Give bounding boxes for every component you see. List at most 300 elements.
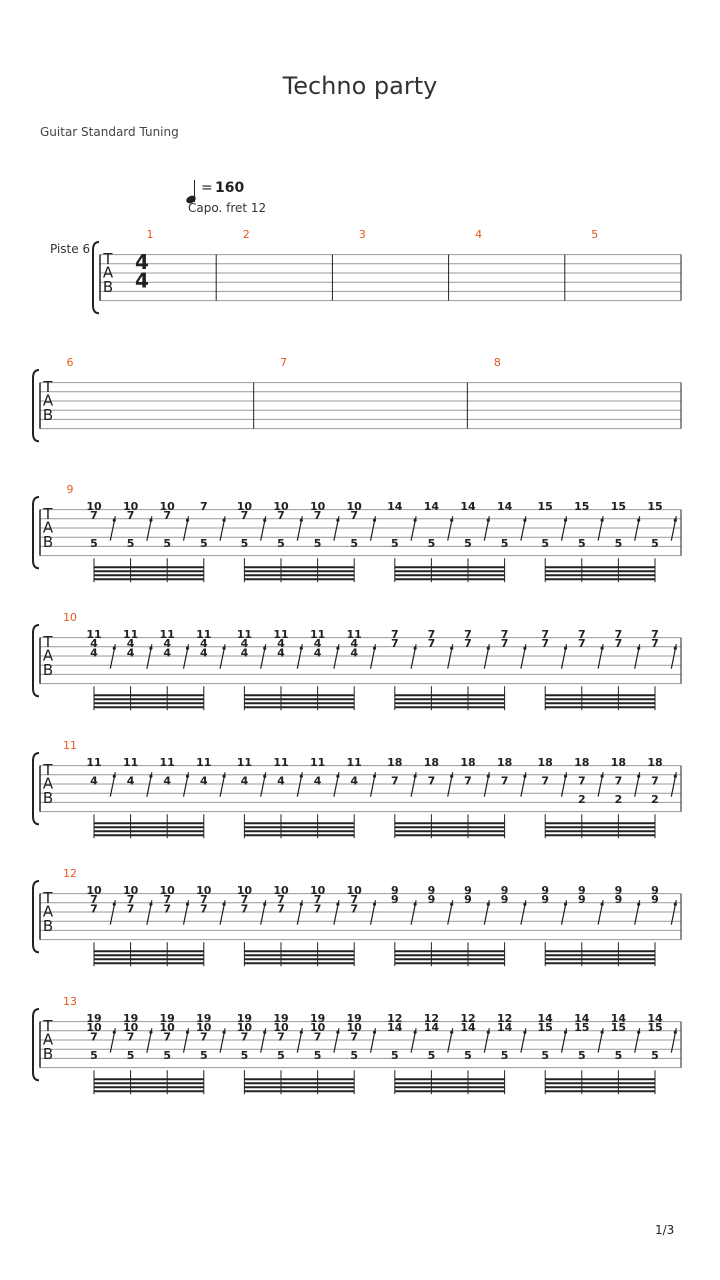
fret-number: 18 <box>387 756 403 769</box>
rest-dot-icon <box>113 647 116 650</box>
fret-number: 11 <box>273 628 289 641</box>
rest-dot-icon <box>523 519 526 522</box>
fret-number: 15 <box>537 1021 553 1035</box>
fret-number: 7 <box>126 1030 135 1044</box>
rest-dot-icon <box>414 1031 417 1034</box>
fret-number: 19 <box>309 1012 326 1025</box>
fret-number: 12 <box>496 1012 513 1025</box>
rest-dot-icon <box>674 1031 677 1034</box>
fret-number: 11 <box>346 628 362 641</box>
time-signature-top: 4 <box>135 250 149 275</box>
system-bracket <box>33 1009 39 1080</box>
system-bracket <box>33 497 39 568</box>
rest-dot-icon <box>223 1031 226 1034</box>
fret-number: 7 <box>500 774 509 788</box>
fret-number: 10 <box>86 884 102 897</box>
fret-number: 14 <box>610 1012 627 1025</box>
fret-number: 14 <box>574 1012 590 1025</box>
fret-number: 7 <box>163 893 172 907</box>
rest-dot-icon <box>336 903 339 906</box>
tempo-equals: = <box>201 180 213 196</box>
rest-dot-icon <box>674 903 677 906</box>
fret-number: 7 <box>313 893 322 907</box>
fret-number: 4 <box>199 646 208 660</box>
fret-number: 7 <box>614 628 623 641</box>
rest-dot-icon <box>601 903 604 906</box>
fret-number: 7 <box>313 509 322 523</box>
fret-number: 7 <box>313 902 322 916</box>
fret-number: 5 <box>464 1048 472 1062</box>
fret-number: 12 <box>387 1012 403 1025</box>
fret-number: 7 <box>199 500 208 513</box>
fret-number: 10 <box>122 1021 139 1035</box>
tab-clef-letter: B <box>42 660 54 679</box>
rest-dot-icon <box>414 647 417 650</box>
fret-number: 5 <box>500 536 509 550</box>
fret-number: 18 <box>423 756 440 769</box>
tab-clef-letter: A <box>42 902 54 921</box>
rest-dot-icon <box>373 903 376 906</box>
measure-number: 9 <box>66 483 74 496</box>
tab-clef-letter: A <box>42 774 54 793</box>
fret-number: 19 <box>159 1012 175 1025</box>
fret-number: 7 <box>240 1030 249 1044</box>
fret-number: 9 <box>541 884 550 897</box>
fret-number: 10 <box>159 1021 175 1035</box>
rest-dot-icon <box>149 647 152 650</box>
fret-number: 4 <box>199 637 208 651</box>
fret-number: 7 <box>240 902 249 916</box>
fret-number: 5 <box>240 536 249 550</box>
fret-number: 10 <box>196 1021 212 1035</box>
tab-clef-letter: T <box>103 250 113 268</box>
rest-dot-icon <box>186 1031 189 1034</box>
fret-number: 12 <box>423 1012 440 1025</box>
measure-number: 4 <box>475 228 483 241</box>
measure-number: 10 <box>63 611 77 624</box>
fret-number: 2 <box>577 792 586 806</box>
fret-number: 5 <box>313 536 322 550</box>
fret-number: 9 <box>651 884 659 897</box>
rest-dot-icon <box>300 519 303 522</box>
fret-number: 7 <box>240 509 249 523</box>
tab-clef-letter: A <box>42 1030 54 1049</box>
rest-dot-icon <box>263 519 266 522</box>
rest-dot-icon <box>487 647 490 650</box>
fret-number: 19 <box>86 1012 102 1025</box>
rest-dot-icon <box>336 1031 339 1034</box>
fret-number: 9 <box>651 893 659 907</box>
fret-number: 7 <box>126 509 135 523</box>
fret-number: 7 <box>277 509 285 523</box>
rest-dot-icon <box>373 519 376 522</box>
fret-number: 9 <box>577 884 586 897</box>
rest-dot-icon <box>186 903 189 906</box>
rest-dot-icon <box>300 775 303 778</box>
fret-number: 5 <box>90 536 98 550</box>
fret-number: 10 <box>236 884 253 897</box>
fret-number: 11 <box>122 756 139 769</box>
fret-number: 5 <box>390 536 399 550</box>
fret-number: 10 <box>122 884 139 897</box>
measure-number: 13 <box>63 995 77 1008</box>
fret-number: 9 <box>427 893 436 907</box>
system-bracket <box>33 881 39 952</box>
rest-dot-icon <box>113 1031 116 1034</box>
fret-number: 5 <box>163 536 172 550</box>
rest-dot-icon <box>601 775 604 778</box>
fret-number: 10 <box>86 1021 102 1035</box>
fret-number: 4 <box>277 637 285 651</box>
fret-number: 15 <box>610 1021 627 1035</box>
fret-number: 9 <box>390 884 399 897</box>
fret-number: 7 <box>126 893 135 907</box>
rest-dot-icon <box>149 903 152 906</box>
tab-clef-letter: T <box>43 378 53 396</box>
fret-number: 7 <box>577 774 586 788</box>
track-name: Piste 6 <box>50 242 91 256</box>
fret-number: 18 <box>460 756 476 769</box>
fret-number: 11 <box>86 628 102 641</box>
fret-number: 7 <box>350 1030 359 1044</box>
capo-label: Capo. fret 12 <box>188 201 267 215</box>
fret-number: 14 <box>647 1012 663 1025</box>
fret-number: 9 <box>541 893 550 907</box>
tab-clef-letter: A <box>102 263 114 282</box>
rest-dot-icon <box>223 519 226 522</box>
time-signature-bottom: 4 <box>135 268 149 293</box>
fret-number: 4 <box>240 774 249 788</box>
fret-number: 5 <box>240 1048 249 1062</box>
rest-dot-icon <box>186 775 189 778</box>
fret-number: 7 <box>500 628 509 641</box>
fret-number: 4 <box>163 646 172 660</box>
fret-number: 7 <box>541 637 550 651</box>
rest-dot-icon <box>487 519 490 522</box>
fret-number: 7 <box>464 637 472 651</box>
rest-dot-icon <box>564 647 567 650</box>
fret-number: 11 <box>273 756 289 769</box>
fret-number: 7 <box>163 509 172 523</box>
fret-number: 5 <box>614 1048 623 1062</box>
fret-number: 7 <box>427 628 436 641</box>
rest-dot-icon <box>637 903 640 906</box>
rest-dot-icon <box>450 775 453 778</box>
fret-number: 2 <box>651 792 659 806</box>
fret-number: 7 <box>126 902 135 916</box>
fret-number: 7 <box>277 902 285 916</box>
fret-number: 5 <box>350 1048 359 1062</box>
fret-number: 10 <box>273 500 289 513</box>
rest-dot-icon <box>674 775 677 778</box>
fret-number: 5 <box>541 536 550 550</box>
rest-dot-icon <box>149 1031 152 1034</box>
rest-dot-icon <box>113 519 116 522</box>
fret-number: 10 <box>236 500 253 513</box>
fret-number: 7 <box>390 637 399 651</box>
measure-number: 2 <box>242 228 250 241</box>
fret-number: 19 <box>196 1012 212 1025</box>
rest-dot-icon <box>564 1031 567 1034</box>
rest-dot-icon <box>637 1031 640 1034</box>
rest-dot-icon <box>223 903 226 906</box>
fret-number: 18 <box>610 756 627 769</box>
fret-number: 4 <box>163 637 172 651</box>
rest-dot-icon <box>300 903 303 906</box>
fret-number: 11 <box>309 628 326 641</box>
rest-dot-icon <box>487 775 490 778</box>
fret-number: 10 <box>346 500 362 513</box>
rest-dot-icon <box>564 775 567 778</box>
fret-number: 7 <box>500 637 509 651</box>
fret-number: 9 <box>464 884 472 897</box>
fret-number: 4 <box>90 774 98 788</box>
tab-clef-letter: B <box>42 1044 54 1063</box>
fret-number: 9 <box>614 884 623 897</box>
fret-number: 5 <box>427 1048 436 1062</box>
fret-number: 7 <box>541 774 550 788</box>
fret-number: 7 <box>90 902 98 916</box>
rest-dot-icon <box>113 903 116 906</box>
fret-number: 11 <box>86 756 102 769</box>
fret-number: 10 <box>273 1021 289 1035</box>
fret-number: 10 <box>236 1021 253 1035</box>
measure-number: 5 <box>591 228 599 241</box>
fret-number: 12 <box>460 1012 476 1025</box>
fret-number: 5 <box>277 1048 285 1062</box>
rest-dot-icon <box>373 1031 376 1034</box>
fret-number: 4 <box>163 774 172 788</box>
measure-number: 11 <box>63 739 77 752</box>
fret-number: 4 <box>240 637 249 651</box>
tab-clef-letter: B <box>42 405 54 424</box>
fret-number: 5 <box>577 1048 586 1062</box>
measure-number: 12 <box>63 867 77 880</box>
fret-number: 5 <box>163 1048 172 1062</box>
fret-number: 4 <box>90 646 98 660</box>
fret-number: 14 <box>496 500 513 513</box>
rest-dot-icon <box>601 647 604 650</box>
rest-dot-icon <box>300 647 303 650</box>
rest-dot-icon <box>149 519 152 522</box>
fret-number: 10 <box>159 500 175 513</box>
rest-dot-icon <box>414 903 417 906</box>
fret-number: 10 <box>86 500 102 513</box>
rest-dot-icon <box>523 647 526 650</box>
fret-number: 4 <box>277 646 285 660</box>
fret-number: 7 <box>350 893 359 907</box>
fret-number: 7 <box>240 893 249 907</box>
fret-number: 7 <box>651 628 659 641</box>
system-bracket <box>93 242 99 313</box>
tab-clef-letter: A <box>42 391 54 410</box>
fret-number: 5 <box>277 536 285 550</box>
fret-number: 5 <box>577 536 586 550</box>
rest-dot-icon <box>450 1031 453 1034</box>
fret-number: 5 <box>427 536 436 550</box>
fret-number: 15 <box>574 500 590 513</box>
tab-clef-letter: B <box>42 532 54 551</box>
tab-clef-letter: B <box>42 788 54 807</box>
fret-number: 7 <box>464 628 472 641</box>
fret-number: 11 <box>196 756 212 769</box>
fret-number: 11 <box>236 628 253 641</box>
fret-number: 5 <box>199 1048 208 1062</box>
tab-clef-letter: A <box>42 518 54 537</box>
tab-clef-letter: T <box>43 633 53 651</box>
fret-number: 18 <box>496 756 513 769</box>
fret-number: 7 <box>199 893 208 907</box>
rest-dot-icon <box>263 775 266 778</box>
fret-number: 7 <box>313 1030 322 1044</box>
rest-dot-icon <box>336 775 339 778</box>
fret-number: 5 <box>126 536 135 550</box>
rest-dot-icon <box>637 519 640 522</box>
rest-dot-icon <box>113 775 116 778</box>
page-number: 1/3 <box>655 1223 675 1237</box>
system-bracket <box>33 753 39 824</box>
fret-number: 7 <box>199 1030 208 1044</box>
fret-number: 5 <box>651 1048 659 1062</box>
fret-number: 14 <box>423 1021 440 1035</box>
measure-number: 3 <box>358 228 366 241</box>
fret-number: 10 <box>159 884 175 897</box>
fret-number: 4 <box>313 646 322 660</box>
fret-number: 15 <box>574 1021 590 1035</box>
fret-number: 4 <box>350 637 359 651</box>
rest-dot-icon <box>637 775 640 778</box>
fret-number: 15 <box>647 1021 663 1035</box>
fret-number: 7 <box>350 902 359 916</box>
fret-number: 9 <box>390 893 399 907</box>
rest-dot-icon <box>336 519 339 522</box>
fret-number: 10 <box>309 500 326 513</box>
rest-dot-icon <box>564 519 567 522</box>
fret-number: 4 <box>126 646 135 660</box>
fret-number: 14 <box>387 500 403 513</box>
rest-dot-icon <box>601 1031 604 1034</box>
rest-dot-icon <box>186 519 189 522</box>
fret-number: 11 <box>159 628 175 641</box>
fret-number: 7 <box>427 637 436 651</box>
system-bracket <box>33 370 39 441</box>
tab-clef-letter: T <box>43 1017 53 1035</box>
fret-number: 19 <box>236 1012 253 1025</box>
rest-dot-icon <box>487 903 490 906</box>
rest-dot-icon <box>223 647 226 650</box>
rest-dot-icon <box>186 647 189 650</box>
tuning-label: Guitar Standard Tuning <box>40 125 179 139</box>
fret-number: 18 <box>647 756 663 769</box>
tab-clef-letter: B <box>42 916 54 935</box>
fret-number: 7 <box>577 628 586 641</box>
fret-number: 19 <box>122 1012 139 1025</box>
fret-number: 5 <box>614 536 623 550</box>
measure-number: 6 <box>66 356 74 369</box>
fret-number: 10 <box>346 1021 362 1035</box>
fret-number: 15 <box>537 500 553 513</box>
score-title: Techno party <box>282 72 438 100</box>
fret-number: 11 <box>309 756 326 769</box>
fret-number: 14 <box>460 1021 476 1035</box>
fret-number: 11 <box>236 756 253 769</box>
fret-number: 9 <box>500 893 509 907</box>
fret-number: 4 <box>313 637 322 651</box>
fret-number: 7 <box>277 1030 285 1044</box>
fret-number: 11 <box>196 628 212 641</box>
rest-dot-icon <box>300 1031 303 1034</box>
rest-dot-icon <box>373 775 376 778</box>
rest-dot-icon <box>414 775 417 778</box>
rest-dot-icon <box>450 903 453 906</box>
rest-dot-icon <box>674 647 677 650</box>
fret-number: 19 <box>273 1012 289 1025</box>
fret-number: 7 <box>199 902 208 916</box>
fret-number: 4 <box>313 774 322 788</box>
rest-dot-icon <box>450 647 453 650</box>
rest-dot-icon <box>223 775 226 778</box>
fret-number: 9 <box>577 893 586 907</box>
tab-clef-letter: T <box>43 505 53 523</box>
fret-number: 11 <box>122 628 139 641</box>
fret-number: 5 <box>90 1048 98 1062</box>
fret-number: 7 <box>90 509 98 523</box>
fret-number: 7 <box>390 628 399 641</box>
fret-number: 7 <box>90 1030 98 1044</box>
fret-number: 18 <box>537 756 553 769</box>
rest-dot-icon <box>523 775 526 778</box>
fret-number: 10 <box>309 884 326 897</box>
rest-dot-icon <box>564 903 567 906</box>
fret-number: 9 <box>614 893 623 907</box>
fret-number: 10 <box>309 1021 326 1035</box>
rest-dot-icon <box>414 519 417 522</box>
fret-number: 10 <box>196 884 212 897</box>
fret-number: 14 <box>460 500 476 513</box>
system-bracket <box>33 625 39 696</box>
fret-number: 10 <box>122 500 139 513</box>
fret-number: 5 <box>500 1048 509 1062</box>
fret-number: 19 <box>346 1012 362 1025</box>
fret-number: 7 <box>390 774 399 788</box>
fret-number: 14 <box>387 1021 403 1035</box>
fret-number: 4 <box>240 646 249 660</box>
fret-number: 5 <box>199 536 208 550</box>
fret-number: 7 <box>577 637 586 651</box>
fret-number: 11 <box>346 756 362 769</box>
fret-number: 7 <box>90 893 98 907</box>
fret-number: 10 <box>273 884 289 897</box>
fret-number: 5 <box>313 1048 322 1062</box>
tempo-bpm: 160 <box>215 180 245 196</box>
rest-dot-icon <box>601 519 604 522</box>
fret-number: 7 <box>614 637 623 651</box>
fret-number: 4 <box>350 774 359 788</box>
fret-number: 4 <box>277 774 285 788</box>
fret-number: 15 <box>610 500 627 513</box>
rest-dot-icon <box>336 647 339 650</box>
measure-number: 1 <box>146 228 154 241</box>
tab-clef-letter: B <box>102 277 114 296</box>
rest-dot-icon <box>263 903 266 906</box>
tab-clef-letter: A <box>42 646 54 665</box>
rest-dot-icon <box>373 647 376 650</box>
tab-clef-letter: T <box>43 761 53 779</box>
rest-dot-icon <box>637 647 640 650</box>
fret-number: 7 <box>163 902 172 916</box>
fret-number: 11 <box>159 756 175 769</box>
fret-number: 7 <box>427 774 436 788</box>
